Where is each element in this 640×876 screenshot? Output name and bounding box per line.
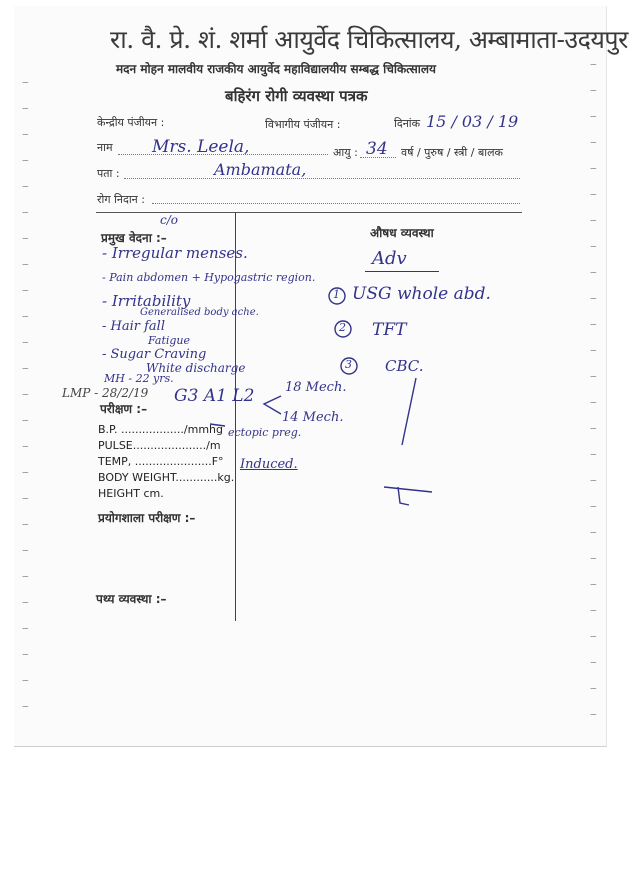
complaint-item: Fatigue (148, 334, 191, 347)
treatment-number: 2 (339, 321, 346, 334)
date-value: 15 / 03 / 19 (426, 112, 519, 131)
complaint-item: - Pain abdomen + Hypogastric region. (102, 271, 316, 284)
age-value: 34 (366, 139, 388, 159)
weight-field: BODY WEIGHT............kg. (98, 471, 235, 484)
treatment-item: CBC. (385, 357, 424, 375)
affiliation-subtitle: मदन मोहन मालवीय राजकीय आयुर्वेद महाविद्यालयीय सम्बद्ध चिकित्सालय (116, 62, 436, 76)
height-field: HEIGHT cm. (98, 487, 164, 500)
co-mark: c/o (160, 213, 178, 227)
complaint-item: - Irritability (102, 292, 191, 310)
obstetric-history: G3 A1 L2 (174, 386, 255, 406)
patient-name: Mrs. Leela, (152, 137, 250, 157)
examination-label: परीक्षण :– (100, 402, 148, 416)
obstetric-note: 14 Mech. (282, 410, 344, 425)
perforation-right: − − − − − − − − − − − − − − − − − − − − − − − − − − (590, 58, 597, 721)
obstetric-note: ectopic preg. (228, 426, 302, 439)
age-units: वर्ष / पुरुष / स्त्री / बालक (401, 146, 503, 159)
perforation-left: − − − − − − − − − − − − − − − − − − − − − − − − − (22, 76, 29, 713)
address-value: Ambamata, (214, 160, 307, 179)
name-label: नाम (97, 141, 113, 154)
complaints-label: प्रमुख वेदना :– (101, 231, 167, 245)
treatment-item: TFT (372, 320, 407, 340)
age-label: आयु : (333, 146, 358, 159)
treatment-label: औषध व्यवस्था (370, 226, 434, 240)
address-label: पता : (97, 167, 120, 180)
lmp-note: LMP - 28/2/19 (62, 386, 149, 400)
treatment-number: 1 (333, 288, 340, 301)
treatment-number: 3 (345, 358, 352, 371)
diagnosis-label: रोग निदान : (97, 193, 145, 206)
complaint-item: White discharge (146, 361, 246, 375)
complaint-item: - Hair fall (102, 319, 166, 334)
advice-label: Adv (372, 248, 407, 269)
complaint-item: - Irregular menses. (102, 244, 248, 262)
complaint-item: MH - 22 yrs. (104, 372, 174, 385)
lab-tests-label: प्रयोगशाला परीक्षण :– (98, 511, 196, 525)
complaint-item: - Sugar Craving (102, 347, 207, 362)
complaint-item: Generalised body ache. (140, 307, 259, 318)
obstetric-note: 18 Mech. (285, 380, 347, 395)
date-label: दिनांक (394, 117, 421, 130)
temp-field: TEMP, ......................F° (98, 455, 224, 468)
dept-registration-label: विभागीय पंजीयन : (265, 118, 341, 131)
diet-label: पथ्य व्यवस्था :– (96, 592, 167, 606)
obstetric-note: Induced. (240, 457, 298, 472)
form-heading: बहिरंग रोगी व्यवस्था पत्रक (225, 87, 368, 105)
bp-field: B.P. ................../mmhg (98, 423, 223, 436)
treatment-item: USG whole abd. (352, 284, 491, 304)
central-registration-label: केन्द्रीय पंजीयन : (97, 116, 165, 129)
pulse-field: PULSE...................../m (98, 439, 221, 452)
hospital-title: रा. वै. प्रे. शं. शर्मा आयुर्वेद चिकित्सालय, अम्बामाता-उदयपुर (110, 25, 628, 54)
